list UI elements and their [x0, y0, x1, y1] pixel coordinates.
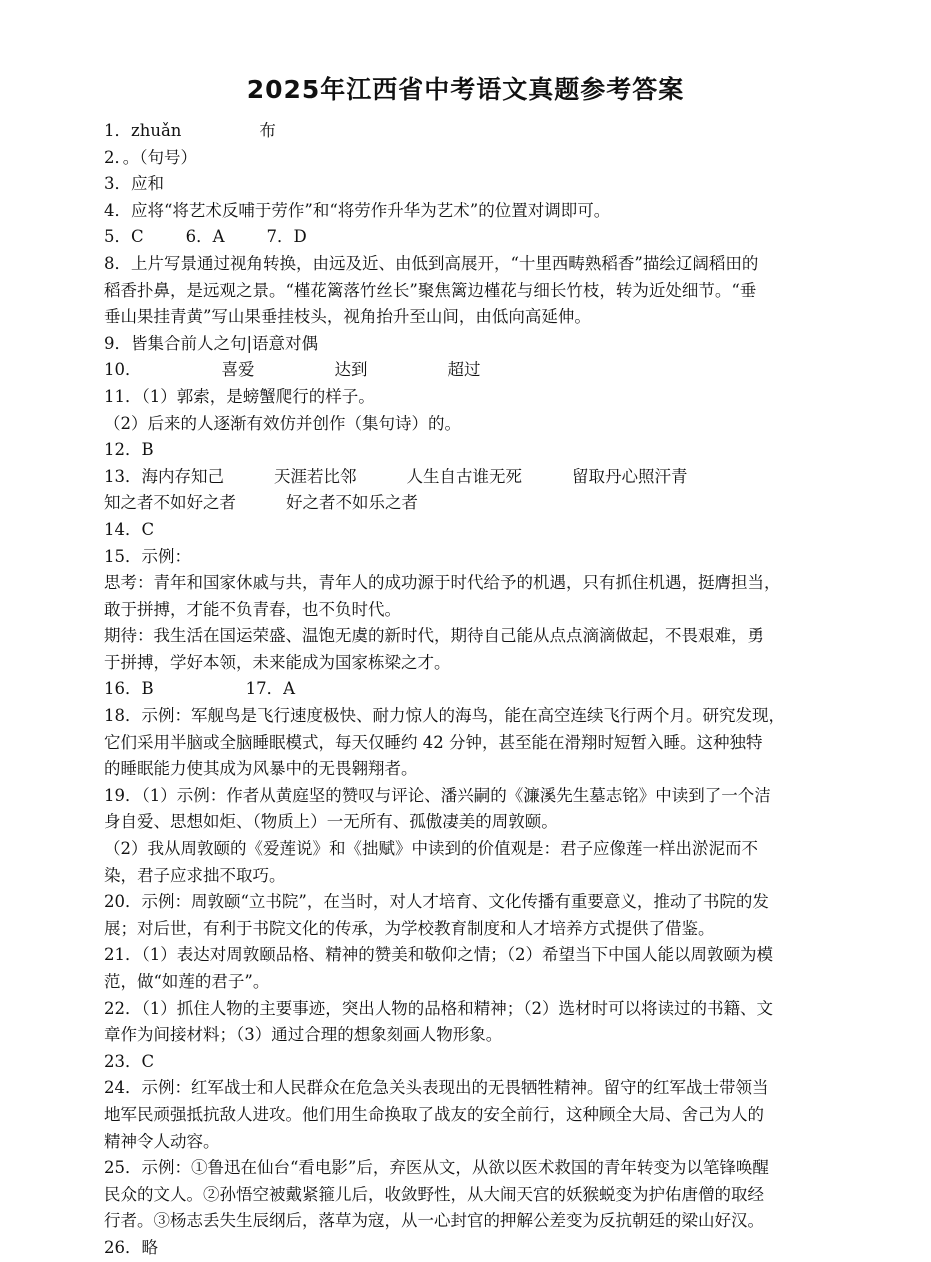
answer-24-line-3: 精神令人动容。	[104, 1131, 220, 1151]
answer-1-char: 布	[259, 121, 276, 140]
answer-10-word-2: 达到	[334, 360, 368, 380]
answer-13-phrase-5: 知之者不如好之者	[104, 493, 236, 513]
answer-8-line-1: 8．上片写景通过视角转换，由远及近、由低到高展开，“十里西畴熟稻香”描绘辽阔稻田的	[104, 253, 759, 273]
answer-11-part-2: （2）后来的人逐渐有效仿并创作（集句诗）的。	[104, 413, 461, 433]
answer-22-line-1: 22．（1）抓住人物的主要事迹，突出人物的品格和精神；（2）选材时可以将读过的书籍、文	[104, 998, 773, 1018]
answer-11-part-1: 11．（1）郭索，是螃蟹爬行的样子。	[104, 386, 375, 406]
answer-12: 12．B	[104, 440, 154, 460]
answer-16-17	[104, 676, 883, 703]
answer-13-phrase-4: 留取丹心照汗青	[572, 466, 688, 486]
answer-18-line-1: 18．示例：军舰鸟是飞行速度极快、耐力惊人的海鸟，能在高空连续飞行两个月。研究发现，	[104, 706, 785, 726]
answer-14: 14．C	[104, 519, 155, 539]
answer-10-word-3: 超过	[447, 360, 481, 380]
answer-15-line-2: 敢于拼搏，才能不负青春，也不负时代。	[104, 599, 401, 619]
document-title: 2025年江西省中考语文真题参考答案	[246, 75, 685, 104]
answer-26: 26．略	[104, 1237, 158, 1257]
answer-15-line-4: 于拼搏，学好本领，未来能成为国家栋梁之才。	[104, 652, 451, 672]
answer-9: 9．皆集合前人之句|语意对偶	[104, 333, 319, 353]
answer-8-line-2: 稻香扑鼻，是远观之景。“槿花篱落竹丝长”聚焦篱边槿花与细长竹枝，转为近处细节。“垂	[104, 280, 757, 300]
answer-4: 4．应将“将艺术反哺于劳作”和“将劳作升华为艺术”的位置对调即可。	[104, 200, 611, 220]
answer-3: 3．应和	[104, 174, 164, 194]
answer-5-7	[104, 224, 883, 251]
answer-20-line-2: 展；对后世，有利于书院文化的传承，为学校教育制度和人才培养方式提供了借鉴。	[104, 918, 715, 938]
answer-22-line-2: 章作为间接材料；（3）通过合理的想象刻画人物形象。	[104, 1025, 503, 1045]
answer-13-phrase-6: 好之者不如乐之者	[286, 493, 418, 513]
answer-15: 15．示例：	[104, 546, 191, 566]
answer-13-phrase-3: 人生自古谁无死	[406, 466, 522, 486]
answer-13-line-1	[104, 464, 883, 491]
answer-13-phrase-1: 13．海内存知己	[104, 466, 224, 486]
answer-10-word-1: 喜爱	[221, 360, 255, 380]
answer-5: 5．C	[104, 227, 144, 247]
answer-2: 2．。（句号）	[104, 147, 197, 167]
answer-20-line-1: 20．示例：周敦颐“立书院”，在当时，对人才培育、文化传播有重要意义，推动了书院的发	[104, 892, 769, 912]
answer-1	[104, 118, 883, 145]
answer-17: 17．A	[245, 679, 296, 699]
answer-19-line-2: 身自爱、思想如炬、（物质上）一无所有、孤傲凄美的周敦颐。	[104, 812, 558, 832]
answer-25-line-3: 行者。③杨志丢失生辰纲后，落草为寇，从一心封官的押解公差变为反抗朝廷的梁山好汉。	[104, 1211, 764, 1231]
answer-23: 23．C	[104, 1051, 155, 1071]
answer-8-line-3: 垂山果挂青黄”写山果垂挂枝头，视角抬升至山间，由低向高延伸。	[104, 307, 591, 327]
answer-15-line-1: 思考：青年和国家休戚与共，青年人的成功源于时代给予的机遇，只有抓住机遇，挺膺担当，	[104, 573, 781, 593]
answer-18-line-3: 的睡眠能力使其成为风暴中的无畏翱翔者。	[104, 759, 418, 779]
answer-16: 16．B	[104, 679, 154, 699]
answer-25-line-2: 民众的文人。②孙悟空被戴紧箍儿后，收敛野性，从大闹天宫的妖猴蜕变为护佑唐僧的取经	[104, 1184, 764, 1204]
answer-10-number: 10．	[104, 360, 142, 380]
answer-13-line-2	[104, 490, 883, 517]
answer-1-pinyin: 1．zhuǎn	[104, 121, 182, 140]
answer-25-line-1: 25．示例：①鲁迅在仙台“看电影”后，弃医从文，从欲以医术救国的青年转变为以笔锋唤醒	[104, 1158, 769, 1178]
answer-15-line-3: 期待：我生活在国运荣盛、温饱无虞的新时代，期待自己能从点点滴滴做起，不畏艰难，勇	[104, 626, 764, 646]
answer-19-line-4: 染，君子应求拙不取巧。	[104, 865, 286, 885]
answer-10	[104, 357, 883, 384]
answer-7: 7．D	[266, 227, 307, 247]
answer-6: 6．A	[185, 227, 225, 247]
answer-13-phrase-2: 天涯若比邻	[274, 466, 357, 486]
answer-19-line-3: （2）我从周敦颐的《爱莲说》和《拙赋》中读到的价值观是：君子应像莲一样出淤泥而不	[104, 839, 758, 859]
answer-19-line-1: 19．（1）示例：作者从黄庭坚的赞叹与评论、潘兴嗣的《濂溪先生墓志铭》中读到了一个洁	[104, 785, 771, 805]
answer-21-line-1: 21．（1）表达对周敦颐品格、精神的赞美和敬仰之情；（2）希望当下中国人能以周敦颐为模	[104, 945, 773, 965]
answer-24-line-1: 24．示例：红军战士和人民群众在危急关头表现出的无畏牺牲精神。留守的红军战士带领当	[104, 1078, 769, 1098]
answer-21-line-2: 范，做“如莲的君子”。	[104, 972, 270, 991]
answer-18-line-2: 它们采用半脑或全脑睡眠模式，每天仅睡约 42 分钟，甚至能在滑翔时短暂入睡。这种独特	[104, 732, 763, 752]
answer-24-line-2: 地军民顽强抵抗敌人进攻。他们用生命换取了战友的安全前行，这种顾全大局、舍己为人的	[104, 1104, 764, 1124]
